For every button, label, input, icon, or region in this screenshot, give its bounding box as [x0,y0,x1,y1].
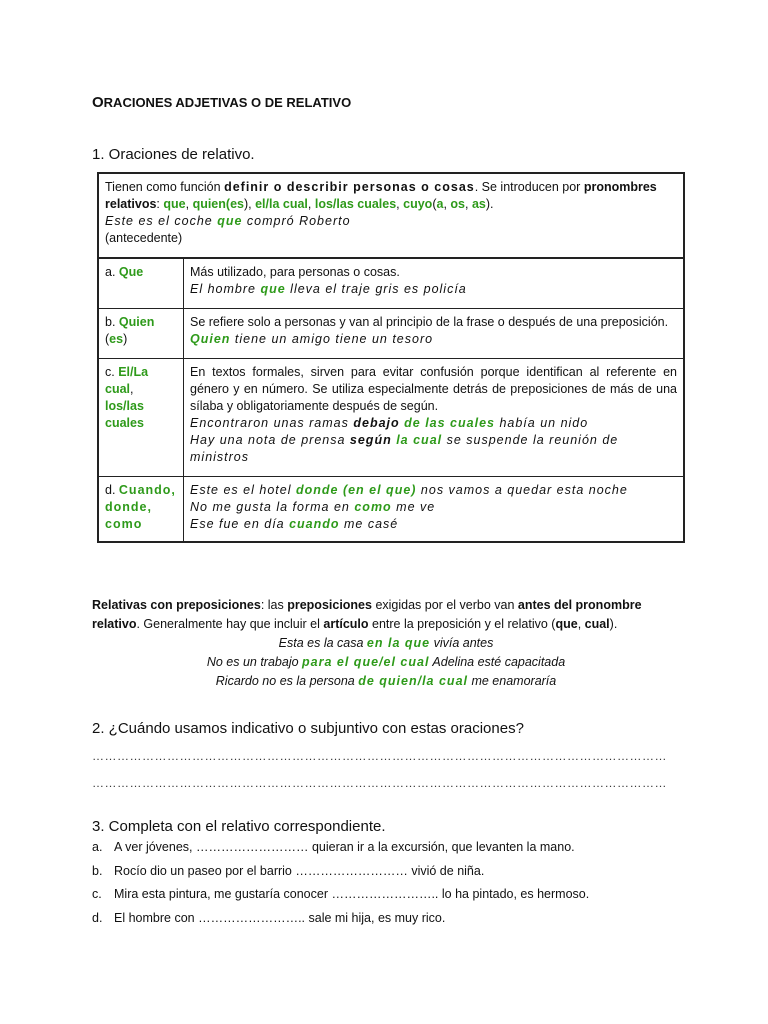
exercise-item: a. A ver jóvenes, ……………………… quieran ir a la excursión, que levanten la mano. [92,840,575,854]
row-desc-el-la-cual: En textos formales, sirven para evitar confusión porque identifican al referente en género y en número. Se utiliza especialmente detrás de preposiciones de más de una sílaba y obligatoriamente después de según. [190,365,677,413]
row-label-que: a. Que [98,258,184,309]
exercise-item: b. Rocío dio un paseo por el barrio ……………………… vivió de niña. [92,864,485,878]
relative-pronouns-table [97,172,685,543]
row-content-quien [184,309,685,359]
exercise-item: d. El hombre con …………………….. sale mi hija, es muy rico. [92,911,446,925]
row-content-cuando [184,477,685,543]
row-example-2-cuando: No me gusta la forma en como me ve [190,500,436,514]
row-content-el-la-cual [184,359,685,477]
intro-example: Este es el coche que compró Roberto [105,214,351,228]
row-label-el-la-cual: c. El/La cual, los/las cuales [98,359,184,477]
intro-text: Tienen como función definir o describir personas o cosas. Se introducen por pronombres relativos: que, quien(es), el/la cual, los/las cuales, cuyo(a, os, as). [105,180,657,211]
row-example-2-el-la-cual: Hay una nota de prensa según la cual se suspende la reunión de ministros [190,433,619,464]
antecedente-note: (antecedente) [105,231,183,245]
relativas-example-1: Esta es la casa en la que vivía antes [278,636,494,650]
row-example-que: El hombre que lleva el traje gris es policía [190,282,467,296]
row-label-quien: b. Quien (es) [98,309,184,359]
table-row-el-la-cual [98,359,684,477]
row-label-cuando: d. Cuando, donde, como [98,477,184,543]
document-title: ORACIONES ADJETIVAS O DE RELATIVO [92,94,352,111]
section-2-heading: 2. ¿Cuándo usamos indicativo o subjuntivo con estas oraciones? [92,720,524,737]
row-example-quien: Quien tiene un amigo tiene un tesoro [190,332,434,346]
exercise-item: c. Mira esta pintura, me gustaría conocer …………………….. lo ha pintado, es hermoso. [92,887,590,901]
relativas-example-2: No es un trabajo para el que/el cual Adelina esté capacitada [206,655,566,669]
section-3-heading: 3. Completa con el relativo correspondiente. [92,818,386,835]
section-1-heading: 1. Oraciones de relativo. [92,146,255,163]
row-example-1-cuando: Este es el hotel donde (en el que) nos vamos a quedar esta noche [190,483,628,497]
table-row-quien [98,309,684,359]
answer-line-1[interactable]: ………………………………………………………………………………………………………………………… [92,749,667,763]
table-intro-row [98,173,684,258]
row-desc-quien: Se refiere solo a personas y van al principio de la frase o después de una preposición. [190,315,669,329]
relativas-example-3: Ricardo no es la persona de quien/la cual me enamoraría [215,674,557,688]
relativas-explanation: Relativas con preposiciones: las preposiciones exigidas por el verbo van antes del pronombre relativo. Generalmente hay que incluir el artículo entre la preposición y el relativo (que, cual). [92,598,642,631]
relativas-preposiciones [92,596,680,691]
intro-cell [98,173,684,258]
row-desc-que: Más utilizado, para personas o cosas. [190,265,400,279]
row-example-3-cuando: Ese fue en día cuando me casé [190,517,399,531]
row-example-1-el-la-cual: Encontraron unas ramas debajo de las cuales había un nido [190,416,589,430]
table-row-cuando [98,477,684,543]
table-row-que [98,258,684,309]
answer-line-2[interactable]: ………………………………………………………………………………………………………………………… [92,776,667,790]
row-content-que [184,258,685,309]
